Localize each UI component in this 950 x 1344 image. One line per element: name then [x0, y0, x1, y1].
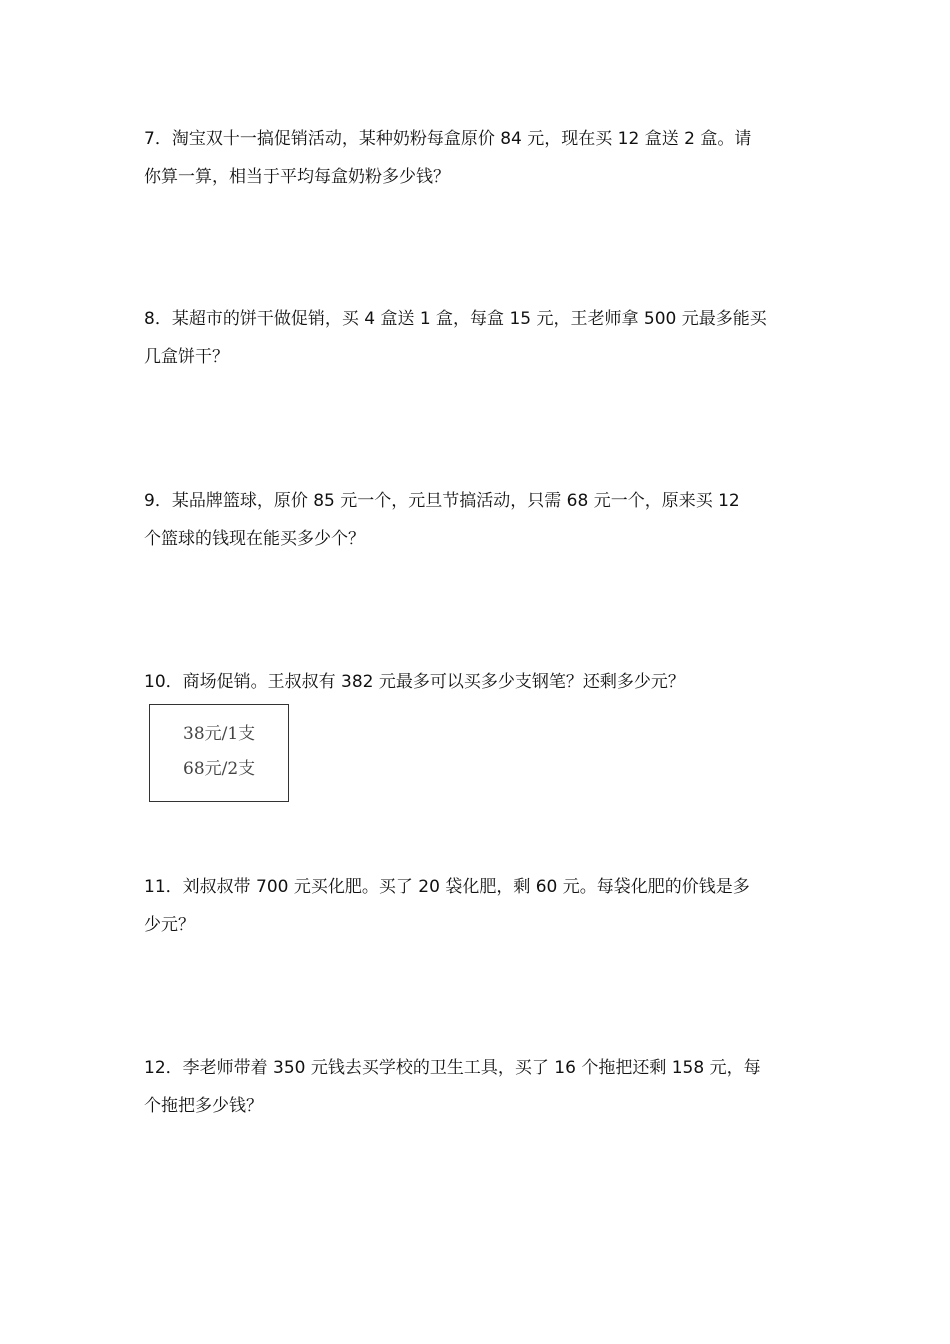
- question-10: [144, 663, 814, 701]
- question-line: 你算一算，相当于平均每盒奶粉多少钱？: [144, 167, 450, 187]
- question-8: [144, 300, 814, 376]
- question-line: 几盒饼干？: [144, 347, 229, 367]
- question-line: 11．刘叔叔带 700 元买化肥。买了 20 袋化肥，剩 60 元。每袋化肥的价钱是多: [144, 877, 750, 897]
- question-line: 个拖把多少钱？: [144, 1096, 263, 1116]
- price-two-pens: 68元/2支: [183, 759, 256, 779]
- question-12: [144, 1049, 814, 1125]
- question-line: 10．商场促销。王叔叔有 382 元最多可以买多少支钢笔？还剩多少元？: [144, 672, 685, 692]
- question-line: 8．某超市的饼干做促销，买 4 盒送 1 盒，每盒 15 元，王老师拿 500 元最多能买: [144, 309, 767, 329]
- question-line: 个篮球的钱现在能买多少个？: [144, 529, 365, 549]
- question-11: [144, 868, 814, 944]
- question-line: 12．李老师带着 350 元钱去买学校的卫生工具，买了 16 个拖把还剩 158 元，每: [144, 1058, 761, 1078]
- question-line: 9．某品牌篮球，原价 85 元一个，元旦节搞活动，只需 68 元一个，原来买 12: [144, 491, 740, 511]
- price-box: [149, 704, 289, 802]
- price-single-pen: 38元/1支: [183, 724, 256, 744]
- question-9: [144, 482, 814, 558]
- question-7: [144, 120, 814, 196]
- question-line: 7．淘宝双十一搞促销活动，某种奶粉每盒原价 84 元，现在买 12 盒送 2 盒。请: [144, 129, 752, 149]
- question-line: 少元？: [144, 915, 195, 935]
